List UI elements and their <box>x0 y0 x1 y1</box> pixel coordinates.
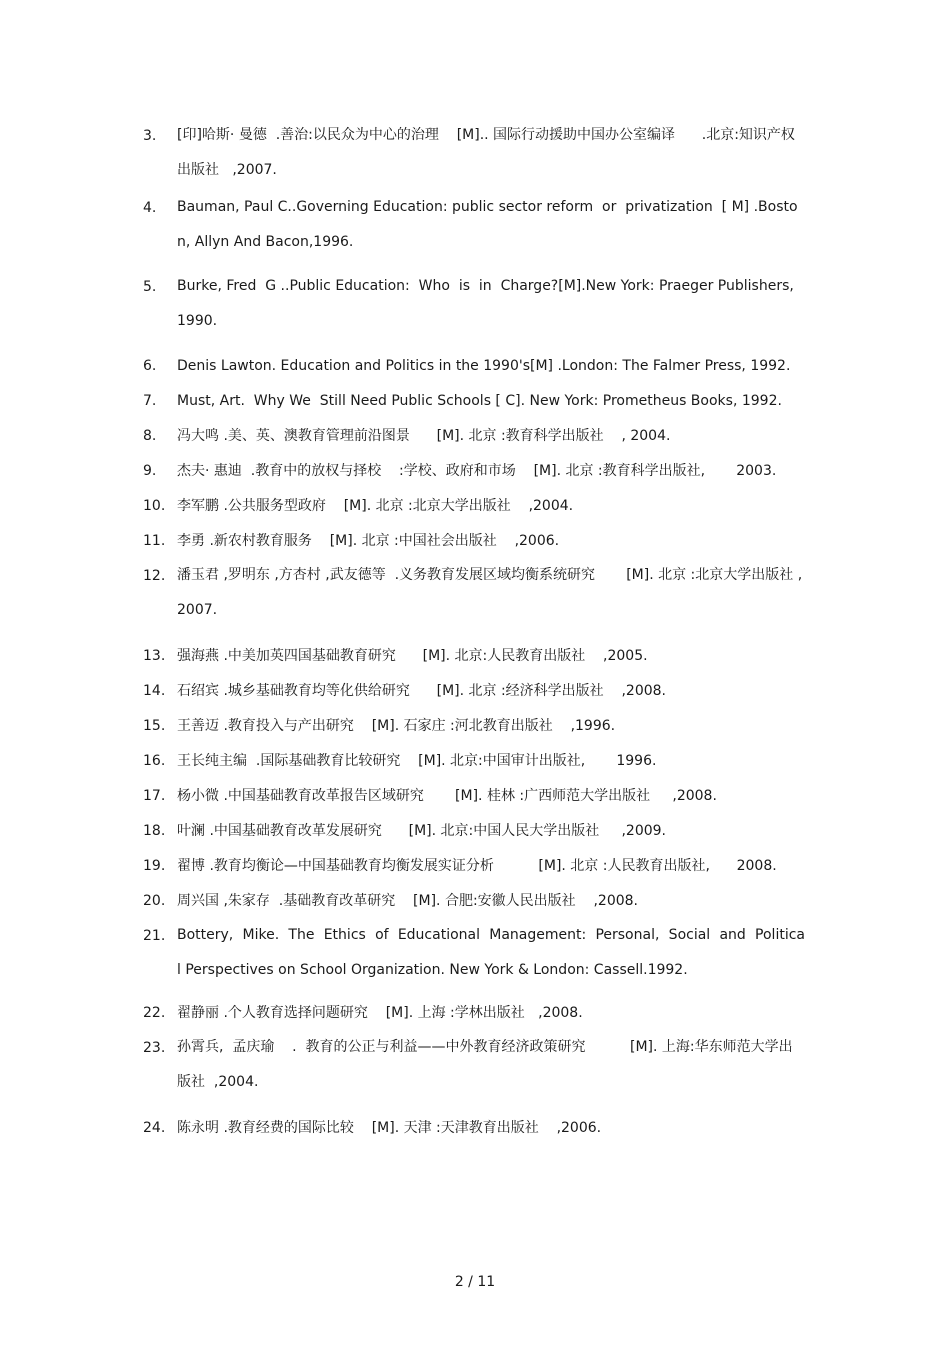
reference-number: 23. <box>143 1040 166 1056</box>
reference-item <box>143 199 805 260</box>
reference-text: 潘玉君 ,罗明东 ,方杏村 ,武友德等 .义务教育发展区域均衡系统研究 [M]. 北京 :北京大学出版社 ,2007. <box>177 567 803 618</box>
reference-number: 20. <box>143 893 166 909</box>
reference-text: 李军鹏 .公共服务型政府 [M]. 北京 :北京大学出版社 ,2004. <box>177 498 574 514</box>
reference-number: 15. <box>143 718 166 734</box>
reference-text: 周兴国 ,朱家存 .基础教育改革研究 [M]. 合肥:安徽人民出版社 ,2008. <box>177 893 639 909</box>
reference-number: 7. <box>143 393 157 409</box>
reference-number: 22. <box>143 1005 166 1021</box>
reference-number: 12. <box>143 568 166 584</box>
reference-number: 13. <box>143 648 166 664</box>
reference-text: Burke, Fred G ..Public Education: Who is in Charge?[M].New York: Praeger Publishers, 1990. <box>177 278 799 329</box>
reference-item <box>143 427 805 445</box>
reference-number: 5. <box>143 279 157 295</box>
reference-number: 21. <box>143 928 166 944</box>
reference-item <box>143 1119 805 1137</box>
reference-item <box>143 532 805 550</box>
reference-item <box>143 1039 805 1100</box>
reference-item <box>143 127 805 188</box>
reference-number: 17. <box>143 788 166 804</box>
reference-number: 10. <box>143 498 166 514</box>
reference-text: Must, Art. Why We Still Need Public Schools [ C]. New York: Prometheus Books, 1992. <box>177 393 782 409</box>
reference-text: 孙霄兵, 孟庆瑜 . 教育的公正与利益——中外教育经济政策研究 [M]. 上海:华东师范大学出版社 ,2004. <box>177 1039 793 1090</box>
reference-text: 杰夫· 惠迪 .教育中的放权与择校 :学校、政府和市场 [M]. 北京 :教育科学出版社, 2003. <box>177 463 777 479</box>
reference-text: Bottery, Mike. The Ethics of Educational Management: Personal, Social and Political Perspectives on School Organization. New York & London: Cassell.1992. <box>177 927 805 978</box>
reference-number: 8. <box>143 428 157 444</box>
reference-number: 24. <box>143 1120 166 1136</box>
reference-text: Bauman, Paul C..Governing Education: public sector reform or privatization [ M] .Boston, Allyn And Bacon,1996. <box>177 199 798 250</box>
reference-text: 石绍宾 .城乡基础教育均等化供给研究 [M]. 北京 :经济科学出版社 ,2008. <box>177 683 667 699</box>
reference-text: 王善迈 .教育投入与产出研究 [M]. 石家庄 :河北教育出版社 ,1996. <box>177 718 616 734</box>
reference-item <box>143 567 805 628</box>
reference-item <box>143 357 805 375</box>
reference-item <box>143 717 805 735</box>
reference-item <box>143 647 805 665</box>
reference-item <box>143 752 805 770</box>
reference-text: 叶澜 .中国基础教育改革发展研究 [M]. 北京:中国人民大学出版社 ,2009. <box>177 823 667 839</box>
reference-text: 翟博 .教育均衡论—中国基础教育均衡发展实证分析 [M]. 北京 :人民教育出版社, 2008. <box>177 858 777 874</box>
reference-text: 强海燕 .中美加英四国基础教育研究 [M]. 北京:人民教育出版社 ,2005. <box>177 648 648 664</box>
reference-text: 李勇 .新农村教育服务 [M]. 北京 :中国社会出版社 ,2006. <box>177 533 560 549</box>
reference-item <box>143 392 805 410</box>
reference-item <box>143 497 805 515</box>
reference-text: Denis Lawton. Education and Politics in the 1990's[M] .London: The Falmer Press, 1992. <box>177 358 791 374</box>
reference-list <box>143 127 805 1137</box>
reference-item <box>143 857 805 875</box>
reference-item <box>143 682 805 700</box>
reference-item <box>143 892 805 910</box>
reference-number: 19. <box>143 858 166 874</box>
reference-text: 王长纯主编 .国际基础教育比较研究 [M]. 北京:中国审计出版社, 1996. <box>177 753 657 769</box>
reference-number: 11. <box>143 533 166 549</box>
reference-item <box>143 462 805 480</box>
reference-item <box>143 1004 805 1022</box>
reference-text: 杨小微 .中国基础教育改革报告区域研究 [M]. 桂林 :广西师范大学出版社 ,2008. <box>177 788 717 804</box>
reference-item <box>143 822 805 840</box>
reference-number: 4. <box>143 200 157 216</box>
reference-item <box>143 787 805 805</box>
reference-number: 9. <box>143 463 157 479</box>
page-indicator: 2 / 11 <box>454 1274 496 1290</box>
reference-number: 16. <box>143 753 166 769</box>
reference-text: 陈永明 .教育经费的国际比较 [M]. 天津 :天津教育出版社 ,2006. <box>177 1120 602 1136</box>
reference-item <box>143 278 805 339</box>
reference-text: [印]哈斯· 曼德 .善治:以民众为中心的治理 [M].. 国际行动援助中国办公室编译 .北京:知识产权出版社 ,2007. <box>177 127 795 178</box>
reference-text: 冯大鸣 .美、英、澳教育管理前沿图景 [M]. 北京 :教育科学出版社 , 2004. <box>177 428 671 444</box>
reference-number: 3. <box>143 128 157 144</box>
reference-number: 18. <box>143 823 166 839</box>
reference-text: 翟静丽 .个人教育选择问题研究 [M]. 上海 :学林出版社 ,2008. <box>177 1005 583 1021</box>
reference-number: 6. <box>143 358 157 374</box>
reference-item <box>143 927 805 988</box>
reference-number: 14. <box>143 683 166 699</box>
